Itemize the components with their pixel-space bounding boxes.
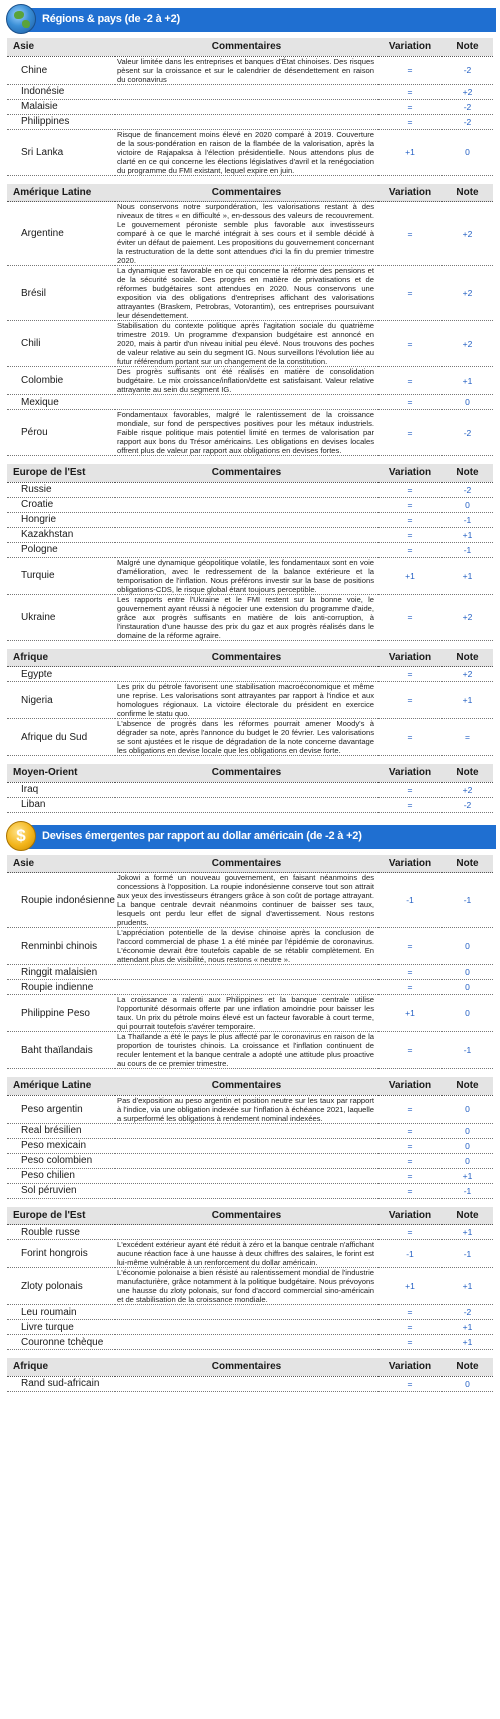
row-name: Peso mexicain: [7, 1138, 115, 1153]
region-heading: Afrique: [7, 1358, 115, 1376]
region-table: [7, 764, 493, 813]
row-comment: Les prix du pétrole favorisent une stabilisation macroéconomique et même une reprise. Les valorisations sont attrayantes par rapport à l'indice et aux homologues régionaux. La victoire électorale du président en exercice confirme le statu quo.: [115, 682, 378, 719]
row-variation: =: [378, 1153, 442, 1168]
row-comment: [115, 980, 378, 995]
row-name: Liban: [7, 797, 115, 812]
table-row: [7, 129, 493, 175]
row-comment: Les rapports entre l'Ukraine et le FMI restent sur la bonne voie, le gouvernement ayant réussi à négocier une extension du programme d'aide, grâce aux progrès suffisants en matière de lois anti-corruption, à l'instauration d'une hausse des prix du gaz et aux progrès réalisés dans le domaine de la réforme agraire.: [115, 594, 378, 640]
region-heading: Moyen-Orient: [7, 764, 115, 782]
row-variation: =: [378, 1095, 442, 1123]
row-comment: Fondamentaux favorables, malgré le ralentissement de la croissance mondiale, sur fond de perspectives positives pour les métaux industriels. Faible risque politique mais potentiel limité en termes de valorisation par rapport aux bons du Trésor américains. Les obligations en devises locales offrent plus de valeur par rapport aux obligations en devises fortes.: [115, 410, 378, 456]
row-comment: L'économie polonaise a bien résisté au ralentissement mondial de l'industrie manufacturière, grâce notamment à la politique budgétaire. Nous prévoyons une hausse du zloty polonais, sur fond d'accord commercial sino-américain et de stabilisation de la croissance mondiale.: [115, 1268, 378, 1305]
row-comment: Jokowi a formé un nouveau gouvernement, en faisant néanmoins des concessions à l'opposition. La roupie indonésienne conserve tout son attrait aux yeux des investisseurs étrangers grâce à son coût de portage attrayant. La banque centrale devrait néanmoins continuer de baisser ses taux, lesquels ont perdu leur effet de signal d'avertissement. Nous restons prudents.: [115, 873, 378, 928]
variation-header: Variation: [378, 38, 442, 56]
row-name: Peso colombien: [7, 1153, 115, 1168]
row-note: +1: [442, 1225, 493, 1240]
region-table: [7, 855, 493, 1070]
dollar-coin-icon: $: [6, 821, 36, 851]
row-name: Turquie: [7, 557, 115, 594]
row-comment: Pas d'exposition au peso argentin et position neutre sur les taux par rapport à l'indice, via une obligation indexée sur l'inflation à échéance 2021, laquelle a surperformé les obligations à rendement nominal indexées.: [115, 1095, 378, 1123]
row-comment: [115, 1320, 378, 1335]
row-variation: =: [378, 395, 442, 410]
row-name: Iraq: [7, 782, 115, 797]
variation-header: Variation: [378, 1077, 442, 1095]
row-name: Peso chilien: [7, 1168, 115, 1183]
table-row: [7, 557, 493, 594]
row-note: +2: [442, 782, 493, 797]
region-table: [7, 1077, 493, 1199]
table-header-row: [7, 855, 493, 873]
row-comment: Malgré une dynamique géopolitique volatile, les fondamentaux sont en voie d'amélioration, avec le redressement de la balance extérieure et la temporisation de l'inflation. Nous préférons investir sur la base de positions obligations-CDS, le risque global étant toujours perceptible.: [115, 557, 378, 594]
row-note: -1: [442, 1183, 493, 1198]
row-name: Malaisie: [7, 99, 115, 114]
region-heading: Europe de l'Est: [7, 464, 115, 482]
region-heading: Asie: [7, 855, 115, 873]
table-row: [7, 395, 493, 410]
row-name: Nigeria: [7, 682, 115, 719]
note-header: Note: [442, 1358, 493, 1376]
note-header: Note: [442, 764, 493, 782]
row-variation: =: [378, 1225, 442, 1240]
row-variation: =: [378, 1376, 442, 1391]
row-name: Afrique du Sud: [7, 719, 115, 756]
row-note: 0: [442, 995, 493, 1032]
row-note: +2: [442, 266, 493, 321]
row-name: Pologne: [7, 542, 115, 557]
row-name: Kazakhstan: [7, 527, 115, 542]
row-comment: [115, 1335, 378, 1350]
comments-header: Commentaires: [115, 1077, 378, 1095]
note-header: Note: [442, 649, 493, 667]
row-comment: L'absence de progrès dans les réformes pourrait amener Moody's à dégrader sa note, après l'annonce du budget le 20 février. Les valorisations se sont ajustées et le risque de dégradation de la note concerne davantage les obligations en devise locale que les obligations en devise forte.: [115, 719, 378, 756]
row-name: Philippine Peso: [7, 995, 115, 1032]
row-variation: +1: [378, 995, 442, 1032]
row-note: +1: [442, 1320, 493, 1335]
table-row: [7, 542, 493, 557]
section-banner-currencies: [0, 821, 500, 851]
row-note: 0: [442, 1376, 493, 1391]
table-row: [7, 873, 493, 928]
table-row: [7, 512, 493, 527]
row-note: +2: [442, 202, 493, 266]
table-header-row: [7, 464, 493, 482]
row-variation: =: [378, 797, 442, 812]
row-name: Rand sud-africain: [7, 1376, 115, 1391]
section-title: Devises émergentes par rapport au dollar américain (de -2 à +2): [42, 829, 362, 842]
table-header-row: [7, 38, 493, 56]
row-name: Pérou: [7, 410, 115, 456]
table-header-row: [7, 1358, 493, 1376]
row-variation: =: [378, 1168, 442, 1183]
row-comment: [115, 114, 378, 129]
variation-header: Variation: [378, 1207, 442, 1225]
row-note: 0: [442, 928, 493, 965]
row-comment: Nous conservons notre surpondération, les valorisations restant à des niveaux de titres « en difficulté », en-dessous des valeurs de recouvrement. Le gouvernement péroniste semble plus favorable aux investisseurs comparé à ce que le marché intégrait à ses cours et il semble décidé à éviter un défaut de paiement. Les propositions du gouvernement concernant la restructuration de la dette sont attendues d'ici la fin du premier trimestre 2020.: [115, 202, 378, 266]
row-note: +1: [442, 682, 493, 719]
row-note: +2: [442, 667, 493, 682]
row-comment: [115, 527, 378, 542]
row-note: -1: [442, 873, 493, 928]
row-variation: =: [378, 594, 442, 640]
row-comment: [115, 512, 378, 527]
table-row: [7, 965, 493, 980]
row-comment: [115, 1305, 378, 1320]
row-variation: +1: [378, 557, 442, 594]
note-header: Note: [442, 855, 493, 873]
row-variation: =: [378, 782, 442, 797]
row-variation: -1: [378, 1240, 442, 1268]
row-note: 0: [442, 980, 493, 995]
row-variation: =: [378, 928, 442, 965]
row-variation: =: [378, 84, 442, 99]
row-variation: =: [378, 367, 442, 395]
row-note: -1: [442, 542, 493, 557]
table-row: [7, 56, 493, 84]
table-row: [7, 1335, 493, 1350]
row-name: Philippines: [7, 114, 115, 129]
region-table: [7, 1207, 493, 1351]
row-comment: La dynamique est favorable en ce qui concerne la réforme des pensions et de la sécurité sociale. Des progrès en matière de privatisations et de réformes budgétaires sont attendues en 2020. Nous conservons une exposition via des obligations d'entreprises affichant des valorisations attrayantes (Braskem, Petrobras, Votorantim), ces entreprises poursuivant leur désendettement.: [115, 266, 378, 321]
table-row: [7, 594, 493, 640]
row-comment: [115, 1123, 378, 1138]
row-note: 0: [442, 1153, 493, 1168]
row-comment: [115, 84, 378, 99]
row-name: Ukraine: [7, 594, 115, 640]
table-row: [7, 1032, 493, 1069]
section-title: Régions & pays (de -2 à +2): [42, 13, 180, 25]
region-heading: Asie: [7, 38, 115, 56]
variation-header: Variation: [378, 464, 442, 482]
region-table: [7, 184, 493, 457]
comments-header: Commentaires: [115, 649, 378, 667]
row-note: +1: [442, 1268, 493, 1305]
table-header-row: [7, 1077, 493, 1095]
variation-header: Variation: [378, 1358, 442, 1376]
table-row: [7, 682, 493, 719]
table-header-row: [7, 184, 493, 202]
row-note: -2: [442, 114, 493, 129]
row-note: -2: [442, 1305, 493, 1320]
row-name: Argentine: [7, 202, 115, 266]
row-variation: +1: [378, 1268, 442, 1305]
row-variation: =: [378, 99, 442, 114]
row-name: Roupie indonésienne: [7, 873, 115, 928]
table-row: [7, 995, 493, 1032]
table-header-row: [7, 1207, 493, 1225]
table-row: [7, 782, 493, 797]
row-comment: L'excédent extérieur ayant été réduit à zéro et la banque centrale n'affichant aucune réaction face à une hausse à deux chiffres des salaires, le forint est lui-même vulnérable à un renforcement du dollar américain.: [115, 1240, 378, 1268]
globe-icon: [6, 4, 36, 34]
row-note: +1: [442, 557, 493, 594]
table-header-row: [7, 764, 493, 782]
table-row: [7, 1268, 493, 1305]
row-comment: [115, 497, 378, 512]
table-row: [7, 1376, 493, 1391]
row-comment: [115, 1168, 378, 1183]
comments-header: Commentaires: [115, 855, 378, 873]
table-row: [7, 527, 493, 542]
row-variation: =: [378, 497, 442, 512]
region-heading: Europe de l'Est: [7, 1207, 115, 1225]
row-variation: =: [378, 965, 442, 980]
row-comment: Risque de financement moins élevé en 2020 comparé à 2019. Couverture de la sous-pondération en raison de la flambée de la valorisation, après la victoire de Rajapaksa à l'élection présidentielle. Nous attendons plus de clarté en ce qui concerne les élections législatives d'avril et la renégociation du programme du FMI existant, lequel expire en juin.: [115, 129, 378, 175]
row-note: +2: [442, 321, 493, 367]
row-variation: =: [378, 410, 442, 456]
row-note: -2: [442, 99, 493, 114]
row-note: +1: [442, 527, 493, 542]
table-row: [7, 1305, 493, 1320]
row-comment: [115, 667, 378, 682]
row-variation: =: [378, 266, 442, 321]
region-table: [7, 649, 493, 757]
row-comment: [115, 482, 378, 497]
region-table: [7, 1358, 493, 1392]
note-header: Note: [442, 464, 493, 482]
row-name: Real brésilien: [7, 1123, 115, 1138]
row-name: Livre turque: [7, 1320, 115, 1335]
table-row: [7, 1123, 493, 1138]
comments-header: Commentaires: [115, 764, 378, 782]
row-note: +1: [442, 1168, 493, 1183]
row-comment: Des progrès suffisants ont été réalisés en matière de consolidation budgétaire. Le mix croissance/inflation/dette est satisfaisant. Valeur relative attrayante au sein du segment IG.: [115, 367, 378, 395]
row-variation: =: [378, 482, 442, 497]
row-note: -1: [442, 512, 493, 527]
row-name: Rouble russe: [7, 1225, 115, 1240]
row-variation: =: [378, 527, 442, 542]
row-name: Chine: [7, 56, 115, 84]
page: [0, 4, 500, 1719]
table-row: [7, 202, 493, 266]
table-row: [7, 321, 493, 367]
row-name: Colombie: [7, 367, 115, 395]
note-header: Note: [442, 184, 493, 202]
row-comment: [115, 797, 378, 812]
row-name: Leu roumain: [7, 1305, 115, 1320]
row-variation: +1: [378, 129, 442, 175]
row-note: +2: [442, 594, 493, 640]
table-row: [7, 1095, 493, 1123]
row-note: +2: [442, 84, 493, 99]
table-row: [7, 367, 493, 395]
table-row: [7, 1183, 493, 1198]
table-row: [7, 410, 493, 456]
row-note: +1: [442, 367, 493, 395]
table-row: [7, 928, 493, 965]
row-note: 0: [442, 1095, 493, 1123]
table-row: [7, 1320, 493, 1335]
table-row: [7, 482, 493, 497]
region-heading: Amérique Latine: [7, 1077, 115, 1095]
row-comment: [115, 1153, 378, 1168]
row-name: Egypte: [7, 667, 115, 682]
row-variation: =: [378, 719, 442, 756]
row-variation: -1: [378, 873, 442, 928]
row-note: +1: [442, 1335, 493, 1350]
row-note: =: [442, 719, 493, 756]
row-name: Croatie: [7, 497, 115, 512]
note-header: Note: [442, 1077, 493, 1095]
row-variation: =: [378, 114, 442, 129]
row-name: Chili: [7, 321, 115, 367]
row-name: Peso argentin: [7, 1095, 115, 1123]
row-comment: [115, 542, 378, 557]
comments-header: Commentaires: [115, 1207, 378, 1225]
row-variation: =: [378, 1032, 442, 1069]
row-note: 0: [442, 497, 493, 512]
row-comment: La croissance a ralenti aux Philippines et la banque centrale utilise l'opportunité désormais offerte par une inflation amoindrie pour baisser les taux. Un prix du pétrole moins élevé est un facteur favorable à court terme, qui pourrait toutefois s'avérer temporaire.: [115, 995, 378, 1032]
section-currencies: [0, 855, 500, 1392]
row-note: -2: [442, 56, 493, 84]
table-row: [7, 1168, 493, 1183]
row-note: 0: [442, 965, 493, 980]
row-name: Sol péruvien: [7, 1183, 115, 1198]
table-row: [7, 266, 493, 321]
table-header-row: [7, 649, 493, 667]
row-name: Baht thaïlandais: [7, 1032, 115, 1069]
variation-header: Variation: [378, 649, 442, 667]
row-note: 0: [442, 395, 493, 410]
variation-header: Variation: [378, 855, 442, 873]
comments-header: Commentaires: [115, 38, 378, 56]
row-note: -2: [442, 482, 493, 497]
table-row: [7, 1240, 493, 1268]
table-row: [7, 1153, 493, 1168]
table-row: [7, 667, 493, 682]
row-note: 0: [442, 129, 493, 175]
row-comment: [115, 1138, 378, 1153]
row-comment: [115, 395, 378, 410]
table-row: [7, 99, 493, 114]
row-note: -1: [442, 1032, 493, 1069]
table-row: [7, 84, 493, 99]
row-comment: Valeur limitée dans les entreprises et banques d'État chinoises. Des risques pèsent sur la croissance et sur le calendrier de désendettement en raison du coronavirus: [115, 56, 378, 84]
row-variation: =: [378, 682, 442, 719]
row-comment: [115, 782, 378, 797]
comments-header: Commentaires: [115, 184, 378, 202]
table-row: [7, 797, 493, 812]
comments-header: Commentaires: [115, 1358, 378, 1376]
row-name: Ringgit malaisien: [7, 965, 115, 980]
row-note: -1: [442, 1240, 493, 1268]
row-name: Sri Lanka: [7, 129, 115, 175]
row-name: Indonésie: [7, 84, 115, 99]
region-table: [7, 464, 493, 641]
row-note: -2: [442, 797, 493, 812]
region-table: [7, 38, 493, 176]
table-row: [7, 719, 493, 756]
row-name: Mexique: [7, 395, 115, 410]
row-variation: =: [378, 1183, 442, 1198]
row-variation: =: [378, 1305, 442, 1320]
row-variation: =: [378, 667, 442, 682]
region-heading: Afrique: [7, 649, 115, 667]
row-note: 0: [442, 1138, 493, 1153]
row-variation: =: [378, 1138, 442, 1153]
variation-header: Variation: [378, 184, 442, 202]
comments-header: Commentaires: [115, 464, 378, 482]
section-banner-regions: [0, 4, 500, 34]
table-row: [7, 497, 493, 512]
row-name: Couronne tchèque: [7, 1335, 115, 1350]
row-comment: La Thaïlande a été le pays le plus affecté par le coronavirus en raison de la proportion de touristes chinois. La croissance et l'inflation continuent de reculer lentement et la banque centrale a adopté une attitude plus proactive au cours de ce premier trimestre.: [115, 1032, 378, 1069]
row-note: -2: [442, 410, 493, 456]
row-comment: [115, 1183, 378, 1198]
row-name: Hongrie: [7, 512, 115, 527]
row-variation: =: [378, 512, 442, 527]
row-comment: [115, 99, 378, 114]
region-heading: Amérique Latine: [7, 184, 115, 202]
row-variation: =: [378, 542, 442, 557]
row-variation: =: [378, 56, 442, 84]
row-comment: [115, 1376, 378, 1391]
row-comment: [115, 965, 378, 980]
table-row: [7, 1138, 493, 1153]
row-variation: =: [378, 980, 442, 995]
row-name: Roupie indienne: [7, 980, 115, 995]
table-row: [7, 114, 493, 129]
note-header: Note: [442, 1207, 493, 1225]
row-comment: [115, 1225, 378, 1240]
row-variation: =: [378, 1123, 442, 1138]
row-variation: =: [378, 202, 442, 266]
note-header: Note: [442, 38, 493, 56]
row-name: Brésil: [7, 266, 115, 321]
row-name: Zloty polonais: [7, 1268, 115, 1305]
row-comment: Stabilisation du contexte politique après l'agitation sociale du quatrième trimestre 2019. Un programme d'expansion budgétaire est annoncé en 2020, mais à partir d'un niveau initial peu élevé. Nous trouvons des poches de valeur relative au sein du segment IG. Nous surveillons l'évolution liée au futur référendum portant sur un changement de la constitution.: [115, 321, 378, 367]
row-name: Forint hongrois: [7, 1240, 115, 1268]
row-variation: =: [378, 1335, 442, 1350]
row-name: Renminbi chinois: [7, 928, 115, 965]
table-row: [7, 1225, 493, 1240]
section-regions: [0, 38, 500, 813]
row-name: Russie: [7, 482, 115, 497]
row-note: 0: [442, 1123, 493, 1138]
table-row: [7, 980, 493, 995]
row-variation: =: [378, 321, 442, 367]
variation-header: Variation: [378, 764, 442, 782]
row-comment: L'appréciation potentielle de la devise chinoise après la conclusion de l'accord commercial de phase 1 a été minée par l'épidémie de coronavirus. L'économie devrait être toutefois capable de se rétablir complètement. En attendant plus de visibilité, nous restons « neutre ».: [115, 928, 378, 965]
row-variation: =: [378, 1320, 442, 1335]
